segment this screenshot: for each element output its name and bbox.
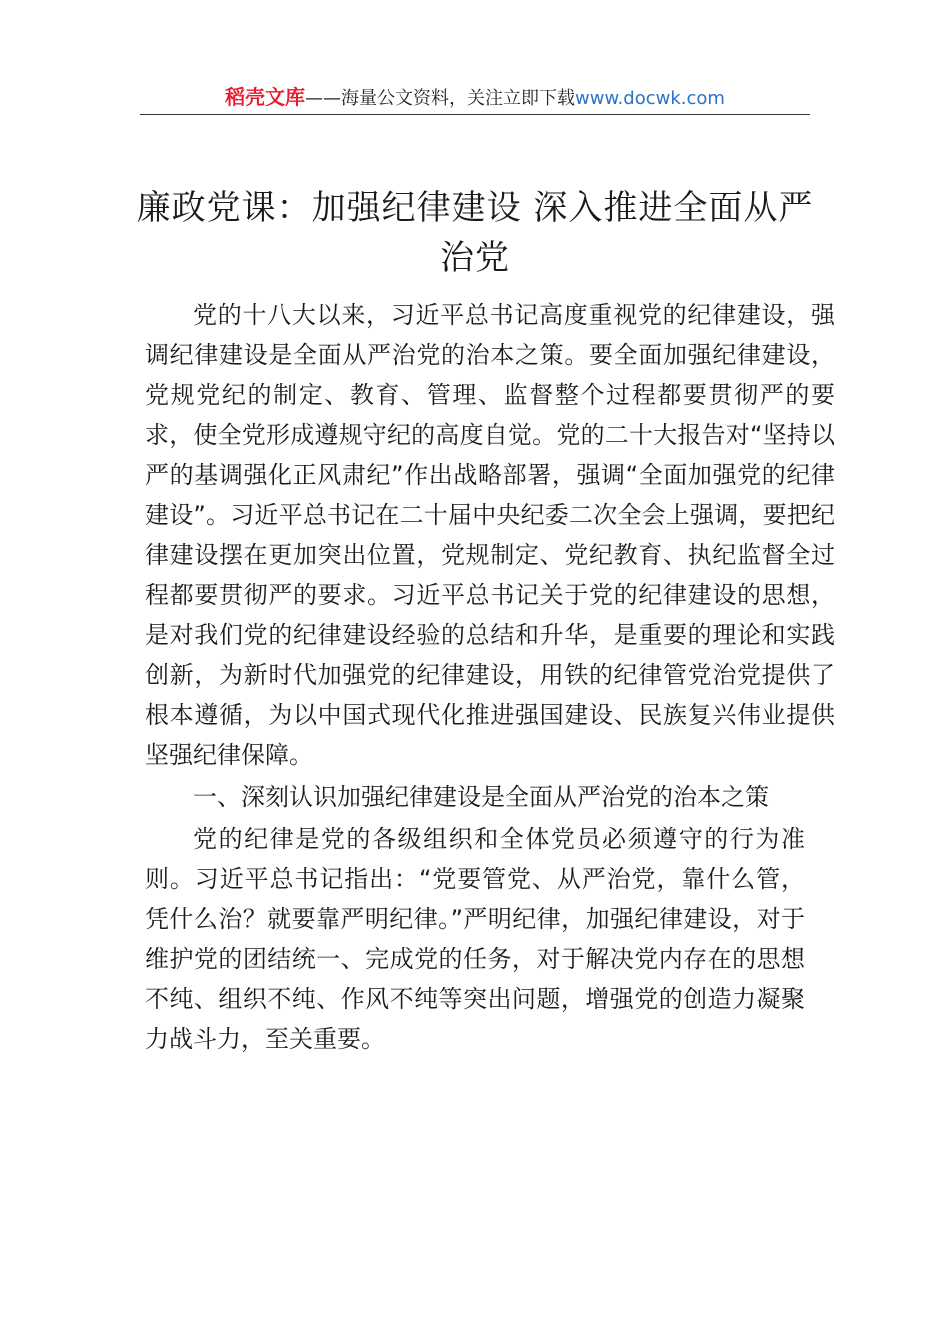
brand-name: 稻壳文库	[225, 85, 306, 109]
body-paragraph-1: 党的十八大以来，习近平总书记高度重视党的纪律建设，强调纪律建设是全面从严治党的治本之策。要全面加强纪律建设，党规党纪的制定、教育、管理、监督整个过程都要贯彻严的要求，使全党形成遵规守纪的高度自觉。党的二十大报告对“坚持以严的基调强化正风肃纪”作出战略部署，强调“全面加强党的纪律建设”。习近平总书记在二十届中央纪委二次全会上强调，要把纪律建设摆在更加突出位置，党规制定、党纪教育、执纪监督全过程都要贯彻严的要求。习近平总书记关于党的纪律建设的思想，是对我们党的纪律建设经验的总结和升华，是重要的理论和实践创新，为新时代加强党的纪律建设，用铁的纪律管党治党提供了根本遵循，为以中国式现代化推进强国建设、民族复兴伟业提供坚强纪律保障。	[145, 301, 835, 769]
section-heading-1: 一、深刻认识加强纪律建设是全面从严治党的治本之策	[193, 783, 769, 811]
header-url-link[interactable]: www.docwk.com	[575, 88, 725, 109]
document-body	[145, 295, 835, 1059]
watermark-header	[140, 84, 810, 114]
document-title: 廉政党课：加强纪律建设 深入推进全面从严治党	[136, 187, 814, 278]
body-paragraph-2: 党的纪律是党的各级组织和全体党员必须遵守的行为准则。习近平总书记指出：“党要管党、从严治党，靠什么管，凭什么治？就要靠严明纪律。”严明纪律，加强纪律建设，对于维护党的团结统一、完成党的任务，对于解决党内存在的思想不纯、组织不纯、作风不纯等突出问题，增强党的创造力凝聚力战斗力，至关重要。	[145, 825, 805, 1053]
header-divider	[140, 114, 810, 115]
header-tagline: ——海量公文资料，关注立即下载	[305, 88, 576, 109]
